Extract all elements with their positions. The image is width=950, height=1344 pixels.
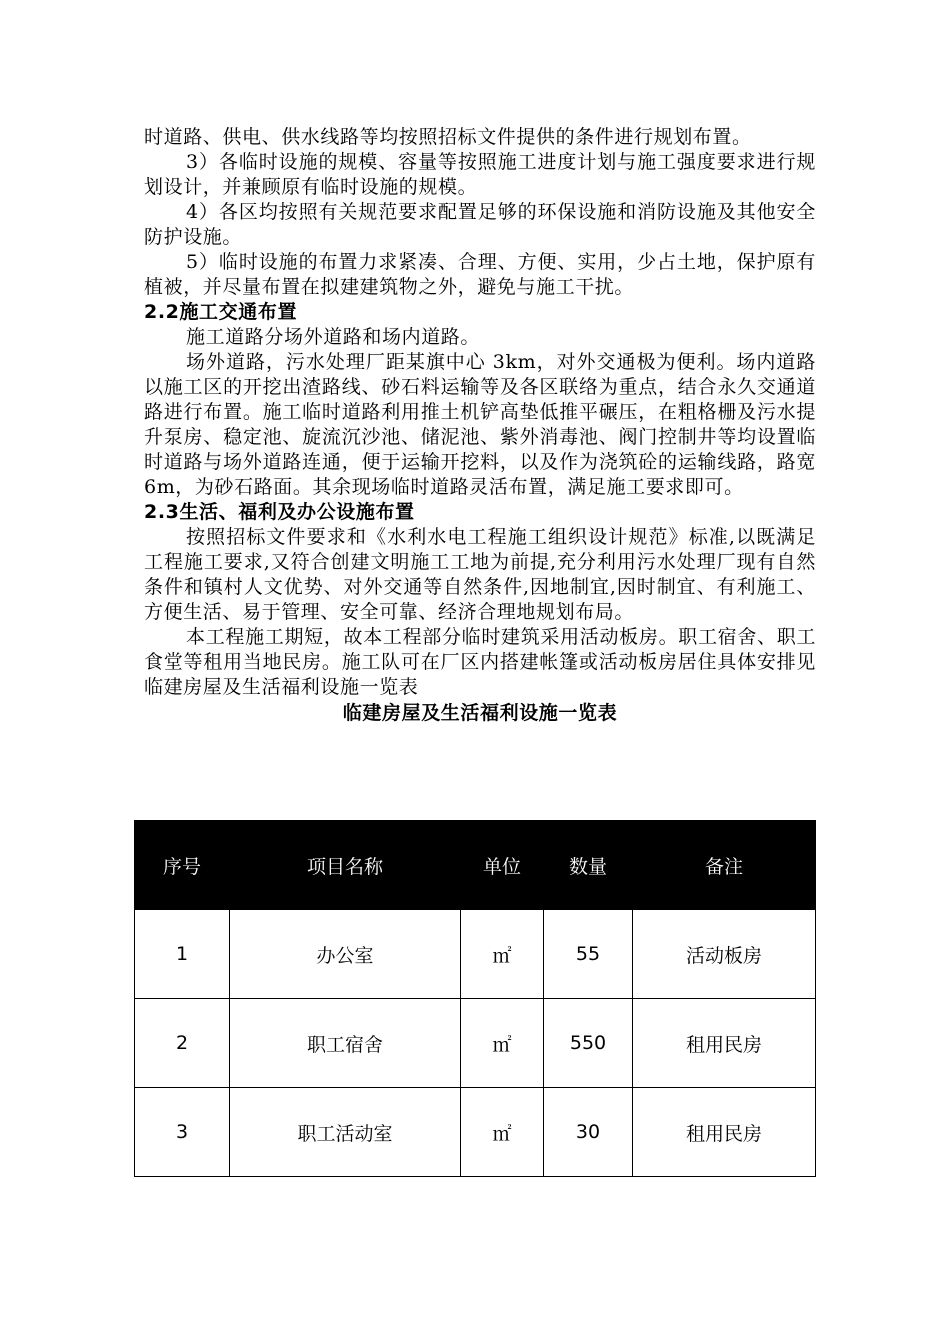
paragraph-item-4: 4）各区均按照有关规范要求配置足够的环保设施和消防设施及其他安全防护设施。 bbox=[144, 201, 816, 248]
header-unit: 单位 bbox=[461, 821, 544, 910]
cell-quantity: 55 bbox=[544, 910, 633, 999]
paragraph-item-5: 5）临时设施的布置力求紧凑、合理、方便、实用，少占土地，保护原有植被，并尽量布置在拟建建筑物之外，避免与施工干扰。 bbox=[144, 251, 816, 298]
header-quantity: 数量 bbox=[544, 821, 633, 910]
paragraph-road-types: 施工道路分场外道路和场内道路。 bbox=[186, 326, 481, 348]
cell-quantity: 30 bbox=[544, 1088, 633, 1177]
facilities-table bbox=[134, 820, 816, 1177]
table-row bbox=[135, 910, 816, 999]
document-body bbox=[144, 125, 816, 726]
paragraph-road-details: 场外道路，污水处理厂距某旗中心 3km，对外交通极为便利。场内道路以施工区的开挖出渣路线、砂石料运输等及各区联络为重点，结合永久交通道路进行布置。施工临时道路利用推土机铲高垫低推平碾压，在粗格栅及污水提升泵房、稳定池、旋流沉沙池、储泥池、紫外消毒池、阀门控制井等均设置临时道路与场外道路连通，便于运输开挖料，以及作为浇筑砼的运输线路，路宽 6m，为砂石路面。其余现场临时道路灵活布置，满足施工要求即可。 bbox=[144, 351, 816, 498]
cell-remark: 活动板房 bbox=[633, 910, 816, 999]
section-heading-2-2: 2.2施工交通布置 bbox=[144, 301, 298, 323]
cell-remark: 租用民房 bbox=[633, 1088, 816, 1177]
paragraph-facility-arrangement: 本工程施工期短，故本工程部分临时建筑采用活动板房。职工宿舍、职工食堂等租用当地民房。施工队可在厂区内搭建帐篷或活动板房居住具体安排见临建房屋及生活福利设施一览表 bbox=[144, 626, 816, 698]
cell-unit: ㎡ bbox=[461, 999, 544, 1088]
header-remark: 备注 bbox=[633, 821, 816, 910]
header-name: 项目名称 bbox=[230, 821, 461, 910]
paragraph-facility-principles: 按照招标文件要求和《水利水电工程施工组织设计规范》标准,以既满足工程施工要求,又符合创建文明施工工地为前提,充分利用污水处理厂现有自然条件和镇村人文优势、对外交通等自然条件,因地制宜,因时制宜、有利施工、方便生活、易于管理、安全可靠、经济合理地规划布局。 bbox=[144, 526, 816, 623]
table-row bbox=[135, 999, 816, 1088]
cell-index: 2 bbox=[135, 999, 230, 1088]
table-row bbox=[135, 1088, 816, 1177]
cell-quantity: 550 bbox=[544, 999, 633, 1088]
header-index: 序号 bbox=[135, 821, 230, 910]
cell-remark: 租用民房 bbox=[633, 999, 816, 1088]
cell-index: 3 bbox=[135, 1088, 230, 1177]
cell-unit: ㎡ bbox=[461, 1088, 544, 1177]
cell-name: 职工活动室 bbox=[230, 1088, 461, 1177]
cell-name: 办公室 bbox=[230, 910, 461, 999]
paragraph-item-3: 3）各临时设施的规模、容量等按照施工进度计划与施工强度要求进行规划设计，并兼顾原有临时设施的规模。 bbox=[144, 151, 816, 198]
cell-name: 职工宿舍 bbox=[230, 999, 461, 1088]
table-title: 临建房屋及生活福利设施一览表 bbox=[342, 702, 618, 724]
paragraph-temp-roads: 时道路、供电、供水线路等均按照招标文件提供的条件进行规划布置。 bbox=[144, 126, 752, 148]
table-header-row bbox=[135, 821, 816, 910]
cell-unit: ㎡ bbox=[461, 910, 544, 999]
section-heading-2-3: 2.3生活、福利及办公设施布置 bbox=[144, 501, 415, 523]
cell-index: 1 bbox=[135, 910, 230, 999]
